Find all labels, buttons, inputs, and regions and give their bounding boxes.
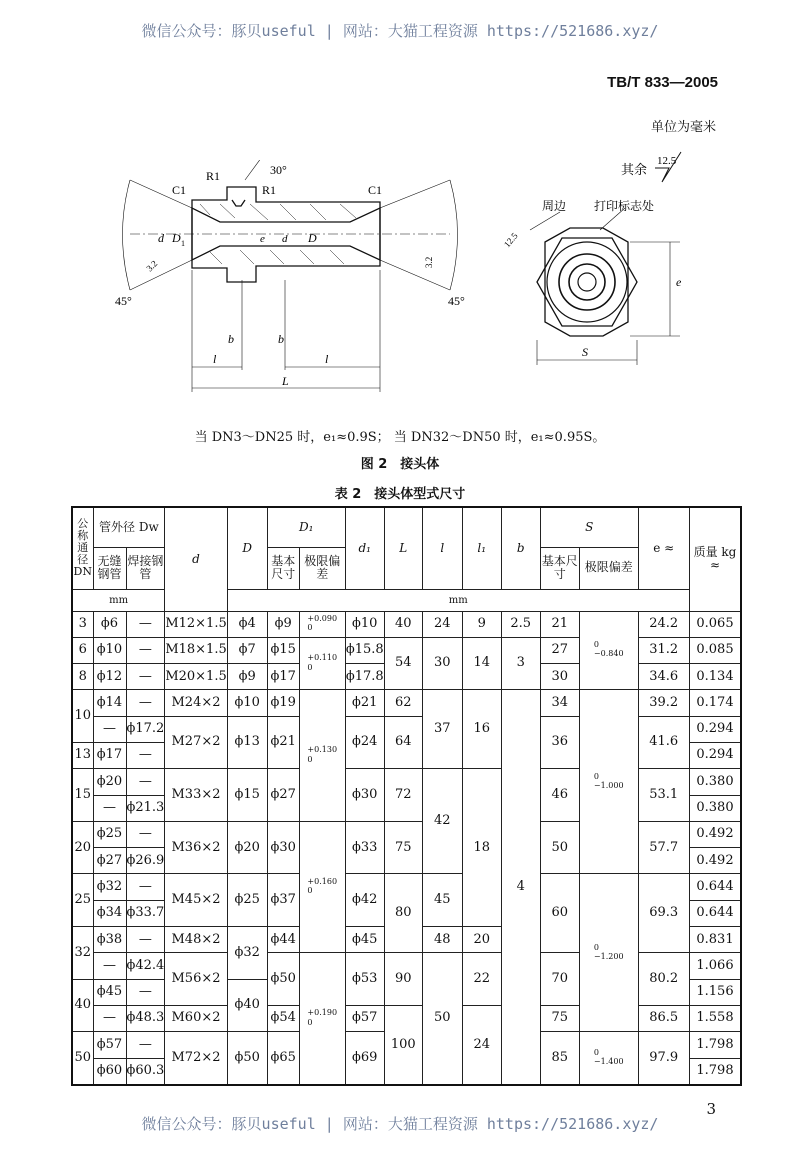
- table-cell: ϕ21: [345, 690, 384, 716]
- label-b-right: b: [278, 332, 284, 346]
- table-cell: —: [93, 1005, 126, 1031]
- table-cell: [299, 611, 345, 637]
- table-cell: 30: [422, 637, 462, 690]
- table-cell: 37: [422, 690, 462, 769]
- tolerance-value: [307, 1008, 337, 1026]
- fitting-dimensions-table: [71, 506, 742, 1086]
- table-cell: ϕ60.3: [126, 1058, 165, 1085]
- table-cell: 0.831: [689, 927, 741, 953]
- label-angle-45-right: 45°: [448, 294, 465, 308]
- table-cell: —: [126, 821, 165, 847]
- roughness-symbol: [615, 150, 715, 190]
- table-cell: 40: [384, 611, 422, 637]
- table-cell: 0.294: [689, 742, 741, 768]
- table-cell: 0.174: [689, 690, 741, 716]
- table-cell: ϕ17.8: [345, 664, 384, 690]
- table-cell: —: [126, 769, 165, 795]
- table-cell: ϕ38: [93, 927, 126, 953]
- header-d: d: [165, 507, 227, 611]
- table-cell: 85: [540, 1032, 579, 1085]
- label-edge-roughness: 12.5: [501, 230, 520, 250]
- table-cell: 48: [422, 927, 462, 953]
- tolerance-upper: +0.110: [307, 653, 338, 663]
- table-cell: M48×2: [165, 927, 227, 953]
- label-D1: D: [172, 231, 181, 245]
- tolerance-lower: 0: [307, 1017, 313, 1027]
- tolerance-lower: 0: [307, 754, 313, 764]
- label-edge: 周边: [542, 199, 567, 213]
- tolerance-lower: −0.840: [593, 649, 624, 659]
- table-cell: 0.085: [689, 637, 741, 663]
- table-cell: 24: [462, 1005, 501, 1084]
- table-cell: 0.492: [689, 848, 741, 874]
- table-cell: 0.380: [689, 769, 741, 795]
- table-row: [72, 1005, 741, 1031]
- header-dn: 公称通径DN: [72, 507, 93, 589]
- table-cell: 41.6: [638, 716, 689, 769]
- table-cell: ϕ27: [93, 848, 126, 874]
- table-cell: 24.2: [638, 611, 689, 637]
- table-cell: ϕ32: [93, 874, 126, 900]
- table-cell: 3: [501, 637, 540, 690]
- table-cell: 6: [72, 637, 93, 663]
- table-cell: ϕ42.4: [126, 953, 165, 979]
- label-D: D: [308, 231, 317, 245]
- tolerance-value: [307, 745, 337, 763]
- table-cell: [579, 690, 638, 874]
- table-cell: M27×2: [165, 716, 227, 769]
- table-cell: ϕ10: [345, 611, 384, 637]
- table-cell: ϕ40: [227, 979, 267, 1032]
- label-R1-left: R1: [206, 169, 221, 183]
- table-cell: 64: [384, 716, 422, 769]
- tolerance-lower: −1.400: [593, 1056, 624, 1066]
- label-l: l: [325, 352, 329, 366]
- table-cell: ϕ21.3: [126, 795, 165, 821]
- header-D1: D₁: [267, 507, 345, 547]
- header-L: L: [384, 507, 422, 589]
- table-cell: ϕ17.2: [126, 716, 165, 742]
- figure-title: 图 2 接头体: [360, 457, 440, 472]
- table-cell: —: [126, 690, 165, 716]
- table-cell: [579, 1032, 638, 1085]
- table-cell: ϕ9: [267, 611, 299, 637]
- page-number: 3: [706, 1100, 716, 1118]
- table-cell: 1.066: [689, 953, 741, 979]
- label-S: S: [582, 345, 588, 359]
- table-cell: ϕ57: [345, 1005, 384, 1031]
- tolerance-value: [594, 1048, 624, 1066]
- table-cell: —: [126, 927, 165, 953]
- table-cell: ϕ37: [267, 874, 299, 927]
- table-cell: —: [126, 1032, 165, 1058]
- table-cell: 0.294: [689, 716, 741, 742]
- table-cell: ϕ54: [267, 1005, 299, 1031]
- table-cell: M45×2: [165, 874, 227, 927]
- tolerance-upper: +0.090: [307, 613, 338, 623]
- table-cell: ϕ57: [93, 1032, 126, 1058]
- header-S-basic: 基本尺寸: [540, 547, 579, 589]
- table-cell: 46: [540, 769, 579, 822]
- header-e: e ≈: [638, 507, 689, 589]
- table-cell: 10: [72, 690, 93, 743]
- table-cell: 0.065: [689, 611, 741, 637]
- header-l: l: [422, 507, 462, 589]
- table-cell: 50: [540, 821, 579, 874]
- label-C1-right: C1: [368, 183, 383, 197]
- table-cell: 4: [501, 690, 540, 1085]
- table-cell: ϕ20: [227, 821, 267, 874]
- label-e1: e: [260, 233, 265, 245]
- table-cell: 62: [384, 690, 422, 716]
- table-cell: 53.1: [638, 769, 689, 822]
- table-cell: 50: [422, 953, 462, 1085]
- table-cell: 57.7: [638, 821, 689, 874]
- table-cell: 50: [72, 1032, 93, 1085]
- table-cell: 27: [540, 637, 579, 663]
- table-cell: ϕ69: [345, 1032, 384, 1085]
- table-cell: 1.558: [689, 1005, 741, 1031]
- table-cell: ϕ15.8: [345, 637, 384, 663]
- tolerance-lower: −1.000: [593, 780, 624, 790]
- table-cell: [299, 821, 345, 952]
- table-cell: 15: [72, 769, 93, 822]
- table-cell: ϕ25: [93, 821, 126, 847]
- label-angle-30: 30°: [270, 163, 287, 177]
- table-cell: ϕ20: [93, 769, 126, 795]
- table-cell: [579, 874, 638, 1032]
- table-cell: M72×2: [165, 1032, 227, 1085]
- table-cell: ϕ12: [93, 664, 126, 690]
- table-title: 表 2 接头体型式尺寸: [334, 487, 466, 502]
- tolerance-lower: −1.200: [593, 951, 624, 961]
- table-cell: [579, 611, 638, 690]
- label-roughness-3-2-left: 3.2: [144, 258, 160, 274]
- table-cell: —: [93, 795, 126, 821]
- table-cell: 3: [72, 611, 93, 637]
- table-cell: 34: [540, 690, 579, 716]
- table-body: [72, 611, 741, 1085]
- table-row: [72, 821, 741, 847]
- table-cell: ϕ33.7: [126, 900, 165, 926]
- header-l1: l₁: [462, 507, 501, 589]
- header-D1-basic: 基本尺寸: [267, 547, 299, 589]
- table-cell: 1.798: [689, 1058, 741, 1085]
- table-cell: 69.3: [638, 874, 689, 953]
- label-b-left: b: [228, 332, 234, 346]
- tolerance-lower: 0: [307, 623, 313, 633]
- tolerance-upper: +0.190: [307, 1008, 338, 1018]
- table-cell: ϕ27: [267, 769, 299, 822]
- table-cell: —: [126, 874, 165, 900]
- header-seamless: 无缝钢管: [93, 547, 126, 589]
- label-R1-right: R1: [262, 183, 277, 197]
- fitting-side-view-drawing: [110, 160, 480, 400]
- header-mass: 质量 kg ≈: [689, 507, 741, 611]
- table-cell: ϕ7: [227, 637, 267, 663]
- table-cell: 80.2: [638, 953, 689, 1006]
- tolerance-upper: 0: [593, 771, 600, 781]
- table-cell: ϕ60: [93, 1058, 126, 1085]
- table-cell: —: [126, 979, 165, 1005]
- table-cell: 90: [384, 953, 422, 1006]
- table-cell: 0.380: [689, 795, 741, 821]
- table-cell: ϕ17: [93, 742, 126, 768]
- table-cell: ϕ45: [345, 927, 384, 953]
- table-cell: ϕ25: [227, 874, 267, 927]
- table-cell: ϕ50: [227, 1032, 267, 1085]
- table-cell: ϕ15: [227, 769, 267, 822]
- header-unit-right: mm: [227, 589, 689, 611]
- table-cell: [299, 690, 345, 821]
- table-cell: ϕ65: [267, 1032, 299, 1085]
- table-cell: 36: [540, 716, 579, 769]
- header-S-tol: 极限偏差: [579, 547, 638, 589]
- table-cell: 75: [540, 1005, 579, 1031]
- table-cell: ϕ24: [345, 716, 384, 769]
- tolerance-value: [307, 653, 337, 671]
- figure-note: 当 DN3～DN25 时，e₁≈0.9S； 当 DN32～DN50 时，e₁≈0.95S。: [194, 430, 606, 445]
- table-cell: M18×1.5: [165, 637, 227, 663]
- label-d1: d: [282, 233, 288, 245]
- table-row: [72, 953, 741, 979]
- table-cell: M33×2: [165, 769, 227, 822]
- table-cell: 40: [72, 979, 93, 1032]
- table-cell: ϕ32: [227, 927, 267, 980]
- table-cell: —: [93, 716, 126, 742]
- table-row: [72, 690, 741, 716]
- table-row: [72, 769, 741, 795]
- roughness-rest-value: 12.5: [657, 155, 677, 167]
- table-cell: ϕ48.3: [126, 1005, 165, 1031]
- table-cell: 31.2: [638, 637, 689, 663]
- table-cell: 20: [462, 927, 501, 953]
- table-cell: ϕ30: [267, 821, 299, 874]
- table-cell: M20×1.5: [165, 664, 227, 690]
- tolerance-value: [594, 943, 624, 961]
- watermark-top: 微信公众号：豚贝useful | 网站：大猫工程资源 https://521686.xyz/: [141, 22, 659, 40]
- table-cell: 2.5: [501, 611, 540, 637]
- table-cell: 32: [72, 927, 93, 980]
- standard-number: TB/T 833—2005: [607, 74, 718, 91]
- table-cell: 22: [462, 953, 501, 1006]
- tolerance-value: [594, 772, 624, 790]
- table-cell: 72: [384, 769, 422, 822]
- table-cell: 42: [422, 769, 462, 874]
- label-C1-left: C1: [172, 183, 187, 197]
- table-cell: [299, 637, 345, 690]
- header-b: b: [501, 507, 540, 589]
- table-cell: ϕ45: [93, 979, 126, 1005]
- label-roughness-3-2-right: 3.2: [424, 256, 434, 268]
- table-cell: 34.6: [638, 664, 689, 690]
- tolerance-value: [307, 614, 337, 632]
- table-cell: 75: [384, 821, 422, 874]
- label-L: L: [282, 374, 289, 388]
- table-cell: ϕ34: [93, 900, 126, 926]
- header-D: D: [227, 507, 267, 589]
- tolerance-value: [307, 877, 337, 895]
- table-cell: M36×2: [165, 821, 227, 874]
- table-cell: —: [126, 611, 165, 637]
- table-row: [72, 611, 741, 637]
- label-e: e: [676, 275, 682, 289]
- table-cell: 16: [462, 690, 501, 769]
- tolerance-value: [594, 640, 624, 658]
- tolerance-upper: +0.130: [307, 745, 338, 755]
- table-cell: ϕ21: [267, 716, 299, 769]
- unit-note: 单位为毫米: [650, 120, 716, 135]
- label-D1-subscript: 1: [181, 239, 185, 248]
- table-cell: [299, 953, 345, 1085]
- table-cell: ϕ10: [227, 690, 267, 716]
- tolerance-upper: 0: [593, 942, 600, 952]
- table-cell: 45: [422, 874, 462, 927]
- tolerance-upper: 0: [593, 640, 600, 650]
- table-cell: ϕ17: [267, 664, 299, 690]
- table-cell: 54: [384, 637, 422, 690]
- table-cell: 0.644: [689, 900, 741, 926]
- table-cell: 24: [422, 611, 462, 637]
- table-cell: M24×2: [165, 690, 227, 716]
- table-cell: 14: [462, 637, 501, 690]
- header-welded: 焊接钢管: [126, 547, 165, 589]
- table-cell: 80: [384, 874, 422, 953]
- tolerance-lower: 0: [307, 886, 313, 896]
- table-cell: ϕ53: [345, 953, 384, 1006]
- table-cell: 21: [540, 611, 579, 637]
- table-cell: —: [126, 664, 165, 690]
- table-cell: 0.134: [689, 664, 741, 690]
- table-cell: ϕ30: [345, 769, 384, 822]
- table-cell: 25: [72, 874, 93, 927]
- table-cell: 39.2: [638, 690, 689, 716]
- table-cell: ϕ14: [93, 690, 126, 716]
- roughness-rest-label: 其余: [621, 162, 648, 177]
- table-row: [72, 637, 741, 663]
- tolerance-upper: 0: [593, 1047, 600, 1057]
- table-cell: ϕ6: [93, 611, 126, 637]
- tolerance-lower: 0: [307, 662, 313, 672]
- table-cell: ϕ10: [93, 637, 126, 663]
- table-cell: 60: [540, 874, 579, 953]
- label-d: d: [158, 231, 164, 245]
- table-cell: 8: [72, 664, 93, 690]
- table-row: [72, 716, 741, 742]
- table-cell: 13: [72, 742, 93, 768]
- table-cell: ϕ15: [267, 637, 299, 663]
- header-d1: d₁: [345, 507, 384, 589]
- watermark-bottom: 微信公众号：豚贝useful | 网站：大猫工程资源 https://521686.xyz/: [141, 1115, 659, 1133]
- table-cell: ϕ44: [267, 927, 299, 953]
- table-cell: ϕ42: [345, 874, 384, 927]
- header-dw: 管外径 Dw: [93, 507, 165, 547]
- tolerance-upper: +0.160: [307, 876, 338, 886]
- table-cell: 100: [384, 1005, 422, 1084]
- table-cell: 97.9: [638, 1032, 689, 1085]
- table-cell: ϕ50: [267, 953, 299, 1006]
- table-cell: 0.644: [689, 874, 741, 900]
- table-cell: M12×1.5: [165, 611, 227, 637]
- fitting-end-view-drawing: [490, 190, 690, 370]
- table-cell: ϕ33: [345, 821, 384, 874]
- header-unit-left: mm: [72, 589, 165, 611]
- table-cell: —: [126, 742, 165, 768]
- table-cell: 1.156: [689, 979, 741, 1005]
- table-cell: ϕ26.9: [126, 848, 165, 874]
- header-D1-tol: 极限偏差: [299, 547, 345, 589]
- table-cell: ϕ4: [227, 611, 267, 637]
- table-cell: 18: [462, 769, 501, 927]
- table-cell: 70: [540, 953, 579, 1006]
- table-cell: ϕ19: [267, 690, 299, 716]
- label-l1: l: [213, 352, 217, 366]
- table-row: [72, 874, 741, 900]
- table-cell: 86.5: [638, 1005, 689, 1031]
- table-cell: 20: [72, 821, 93, 874]
- table-cell: 9: [462, 611, 501, 637]
- header-S: S: [540, 507, 638, 547]
- table-cell: ϕ9: [227, 664, 267, 690]
- label-angle-45-left: 45°: [115, 294, 132, 308]
- table-cell: 1.798: [689, 1032, 741, 1058]
- table-cell: ϕ13: [227, 716, 267, 769]
- table-cell: 30: [540, 664, 579, 690]
- table-cell: —: [93, 953, 126, 979]
- table-cell: M60×2: [165, 1005, 227, 1031]
- table-cell: —: [126, 637, 165, 663]
- table-cell: M56×2: [165, 953, 227, 1006]
- table-cell: 0.492: [689, 821, 741, 847]
- label-print-mark: 打印标志处: [594, 199, 655, 213]
